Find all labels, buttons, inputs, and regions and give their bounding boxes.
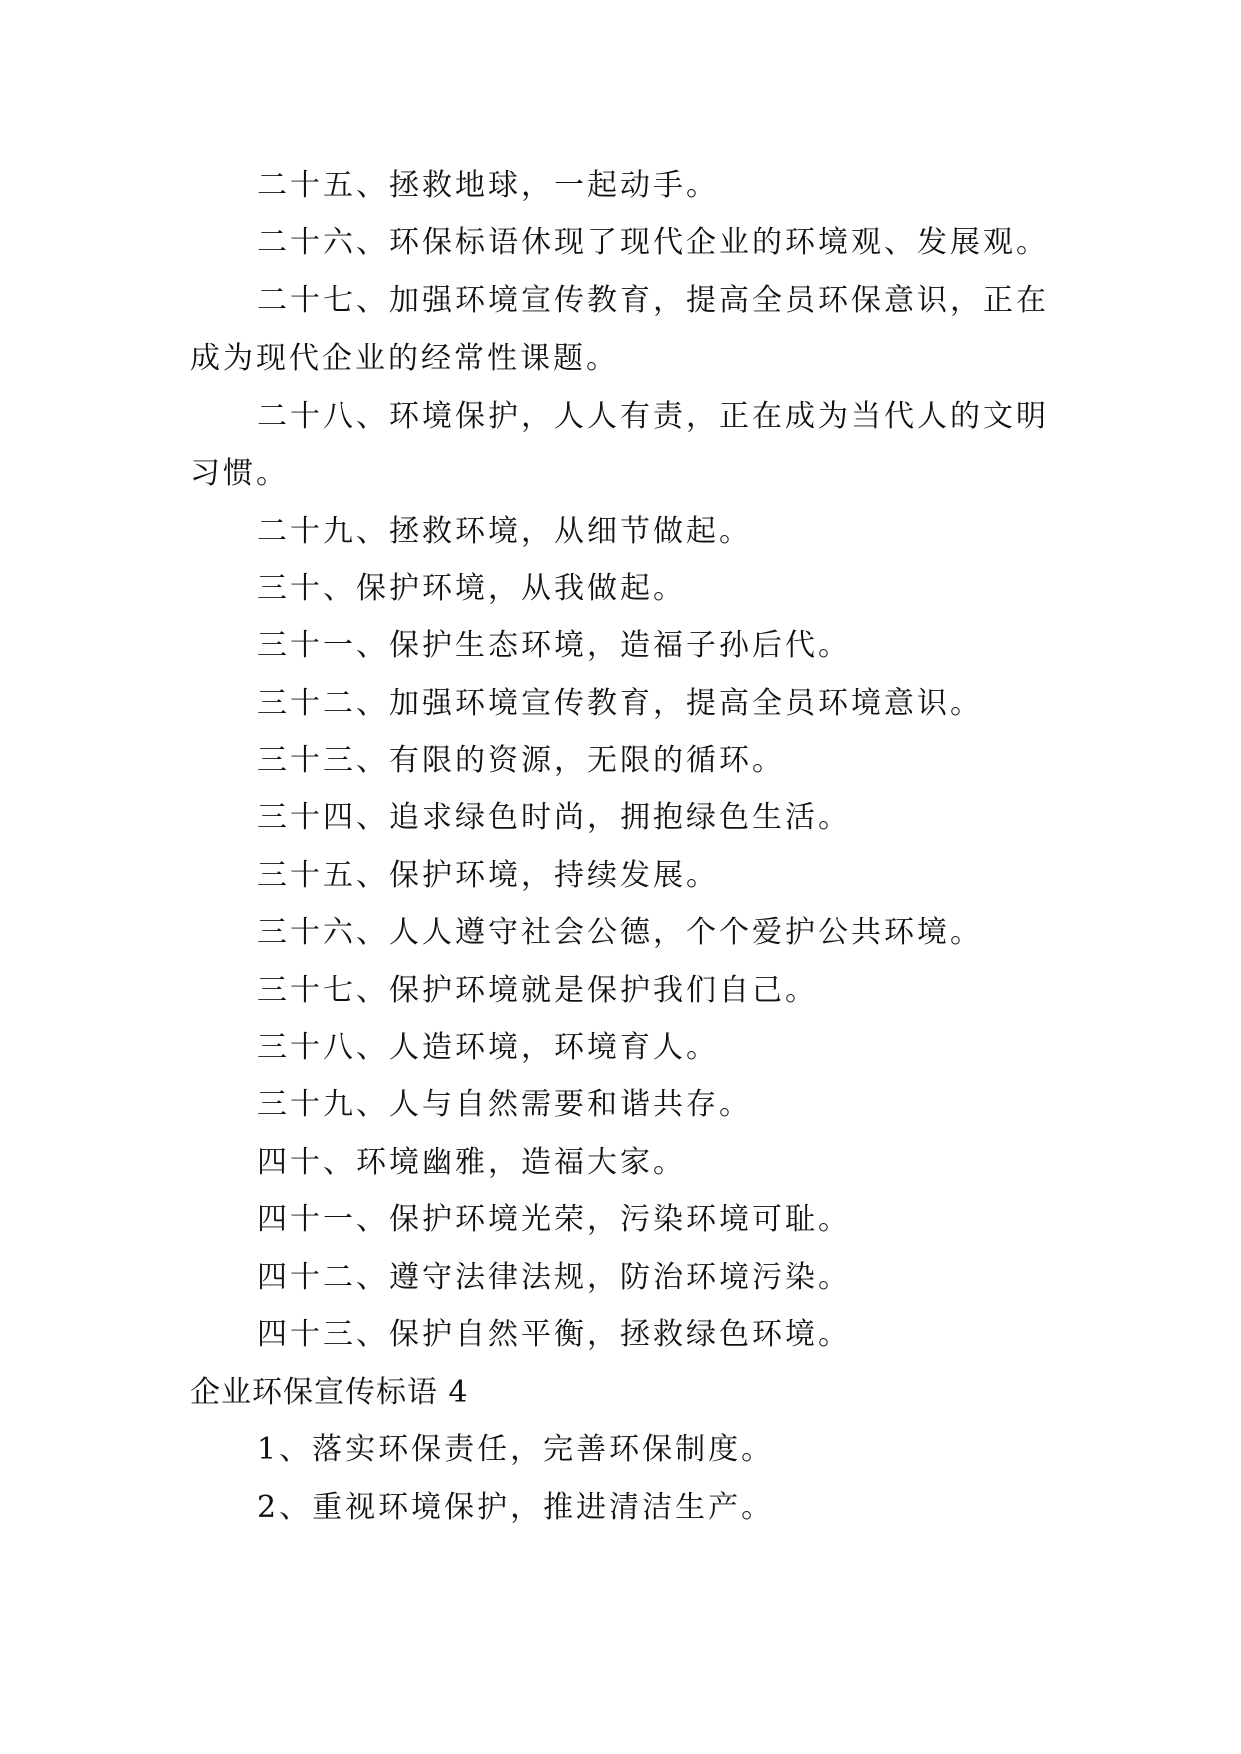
slogan-30: 三十、保护环境，从我做起。 bbox=[257, 571, 686, 606]
slogan-35: 三十五、保护环境，持续发展。 bbox=[257, 858, 719, 893]
slogan-29: 二十九、拯救环境，从细节做起。 bbox=[257, 514, 752, 549]
slogan-33: 三十三、有限的资源，无限的循环。 bbox=[257, 743, 785, 778]
slogan-39: 三十九、人与自然需要和谐共存。 bbox=[257, 1087, 752, 1122]
slogan-41: 四十一、保护环境光荣，污染环境可耻。 bbox=[257, 1202, 851, 1237]
slogan-25: 二十五、拯救地球，一起动手。 bbox=[257, 168, 719, 203]
slogan-34: 三十四、追求绿色时尚，拥抱绿色生活。 bbox=[257, 800, 851, 835]
slogan-42: 四十二、遵守法律法规，防治环境污染。 bbox=[257, 1260, 851, 1295]
slogan-26: 二十六、环保标语休现了现代企业的环境观、发展观。 bbox=[257, 225, 1049, 260]
slogan-27-line-1: 二十七、加强环境宣传教育，提高全员环保意识，正在 bbox=[257, 283, 1049, 318]
slogan-37: 三十七、保护环境就是保护我们自己。 bbox=[257, 973, 818, 1008]
slogan-43: 四十三、保护自然平衡，拯救绿色环境。 bbox=[257, 1317, 851, 1352]
slogan-38: 三十八、人造环境，环境育人。 bbox=[257, 1030, 719, 1065]
slogan-4-2: 2、重视环境保护，推进清洁生产。 bbox=[257, 1490, 775, 1525]
slogan-28-line-1: 二十八、环境保护，人人有责，正在成为当代人的文明 bbox=[257, 399, 1049, 434]
slogan-31: 三十一、保护生态环境，造福子孙后代。 bbox=[257, 628, 851, 663]
slogan-27-line-2: 成为现代企业的经常性课题。 bbox=[190, 341, 619, 376]
slogan-32: 三十二、加强环境宣传教育，提高全员环境意识。 bbox=[257, 686, 983, 721]
slogan-36: 三十六、人人遵守社会公德，个个爱护公共环境。 bbox=[257, 915, 983, 950]
slogan-28-line-2: 习惯。 bbox=[190, 456, 289, 491]
slogan-4-1: 1、落实环保责任，完善环保制度。 bbox=[257, 1432, 775, 1467]
slogan-40: 四十、环境幽雅，造福大家。 bbox=[257, 1145, 686, 1180]
section-heading: 企业环保宣传标语 4 bbox=[190, 1375, 469, 1410]
